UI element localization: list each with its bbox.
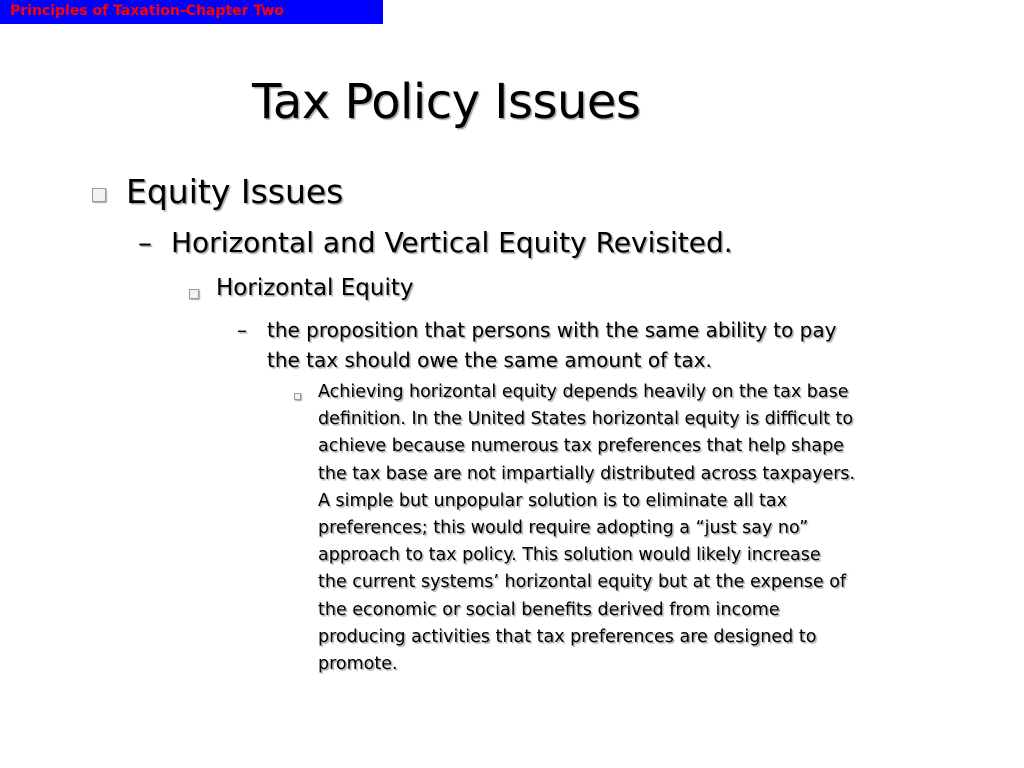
text-line: achieve because numerous tax preferences that help shape <box>318 436 844 457</box>
bullet-level-5-text <box>318 379 855 678</box>
bullet-level-2-text: Horizontal and Vertical Equity Revisited. <box>171 226 733 259</box>
bullet-level-3-text: Horizontal Equity <box>216 275 414 301</box>
dash-bullet-icon: – <box>237 318 247 342</box>
text-line: the tax should owe the same amount of tax. <box>267 348 712 372</box>
square-bullet-icon <box>189 289 199 299</box>
slide-title: Tax Policy Issues <box>252 74 641 130</box>
bullet-level-4-text <box>267 315 836 375</box>
text-line: approach to tax policy. This solution would likely increase <box>318 545 821 566</box>
square-bullet-icon <box>92 188 106 202</box>
square-bullet-icon <box>294 393 301 400</box>
text-line: preferences; this would require adopting a “just say no” <box>318 518 809 539</box>
bullet-level-1-text: Equity Issues <box>126 172 344 211</box>
chapter-header-bar <box>0 0 383 24</box>
text-line: the economic or social benefits derived from income <box>318 599 780 620</box>
text-line: definition. In the United States horizontal equity is difficult to <box>318 409 854 430</box>
chapter-header-label: Principles of Taxation-Chapter Two <box>10 3 284 19</box>
text-line: the tax base are not impartially distributed across taxpayers. <box>318 463 856 484</box>
dash-bullet-icon: – <box>138 226 152 259</box>
text-line: Achieving horizontal equity depends heavily on the tax base <box>318 382 849 402</box>
text-line: the current systems’ horizontal equity but at the expense of <box>318 572 847 593</box>
text-line: producing activities that tax preferences are designed to <box>318 626 817 647</box>
text-line: the proposition that persons with the same ability to pay <box>267 318 837 342</box>
text-line: A simple but unpopular solution is to eliminate all tax <box>318 490 787 511</box>
text-line: promote. <box>318 654 398 675</box>
